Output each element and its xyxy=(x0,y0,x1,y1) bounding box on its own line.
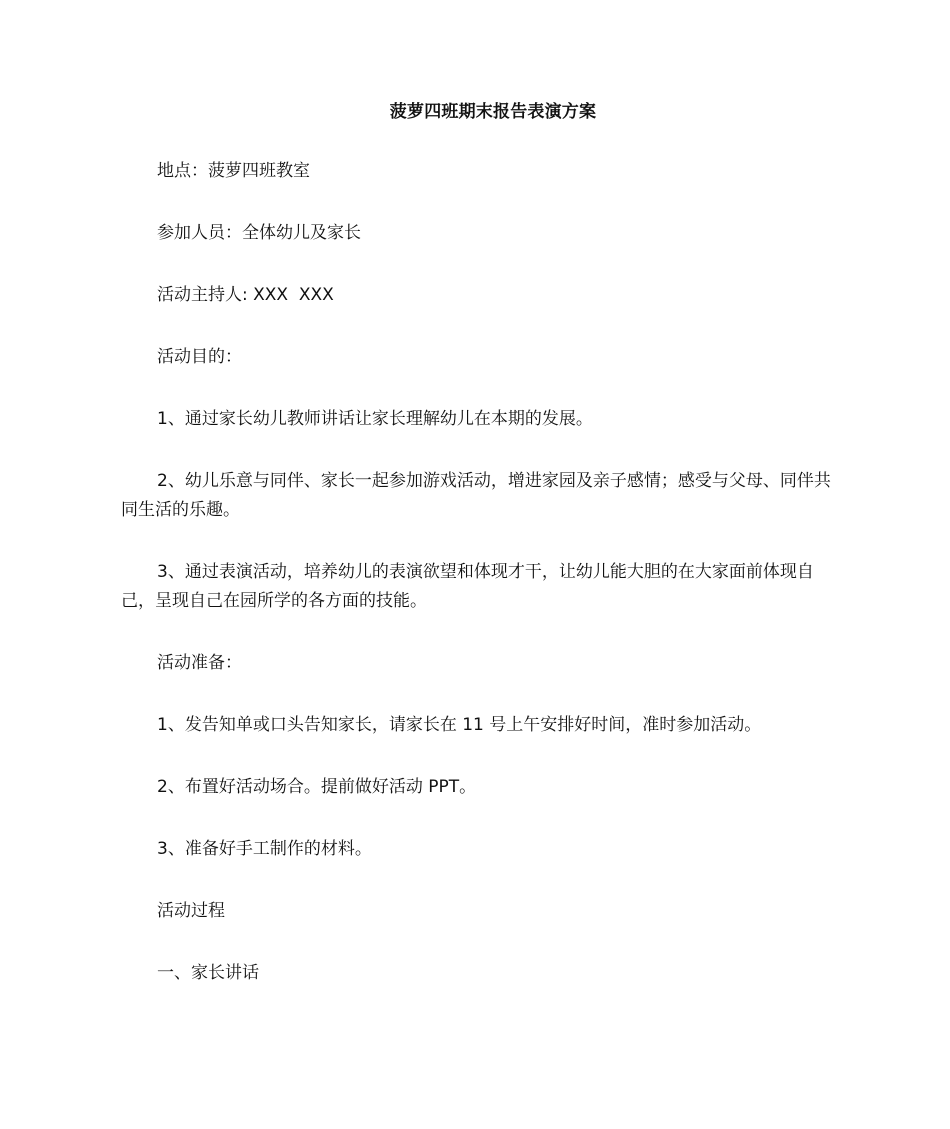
paragraph-process-heading: 活动过程 xyxy=(157,901,225,921)
paragraph-location: 地点：菠萝四班教室 xyxy=(157,161,310,181)
paragraph-participants: 参加人员：全体幼儿及家长 xyxy=(157,223,361,243)
paragraph-purpose-1: 1、通过家长幼儿教师讲话让家长理解幼儿在本期的发展。 xyxy=(157,409,593,429)
paragraph-preparation-heading: 活动准备： xyxy=(157,653,242,673)
paragraph-preparation-1: 1、发告知单或口头告知家长，请家长在 11 号上午安排好时间，准时参加活动。 xyxy=(157,715,762,735)
paragraph-preparation-2: 2、布置好活动场合。提前做好活动 PPT。 xyxy=(157,777,477,797)
paragraph-preparation-3: 3、准备好手工制作的材料。 xyxy=(157,839,372,859)
paragraph-host: 活动主持人: XXX XXX xyxy=(157,285,334,305)
paragraph-purpose-3: 3、通过表演活动，培养幼儿的表演欲望和体现才干，让幼儿能大胆的在大家面前体现自己，呈现自己在园所学的各方面的技能。 xyxy=(121,562,814,611)
paragraph-purpose-2: 2、幼儿乐意与同伴、家长一起参加游戏活动，增进家园及亲子感情；感受与父母、同伴共同生活的乐趣。 xyxy=(121,471,831,520)
paragraph-purpose-heading: 活动目的： xyxy=(157,347,242,367)
paragraph-process-1: 一、家长讲话 xyxy=(157,963,259,983)
document-title: 菠萝四班期末报告表演方案 xyxy=(389,102,597,122)
